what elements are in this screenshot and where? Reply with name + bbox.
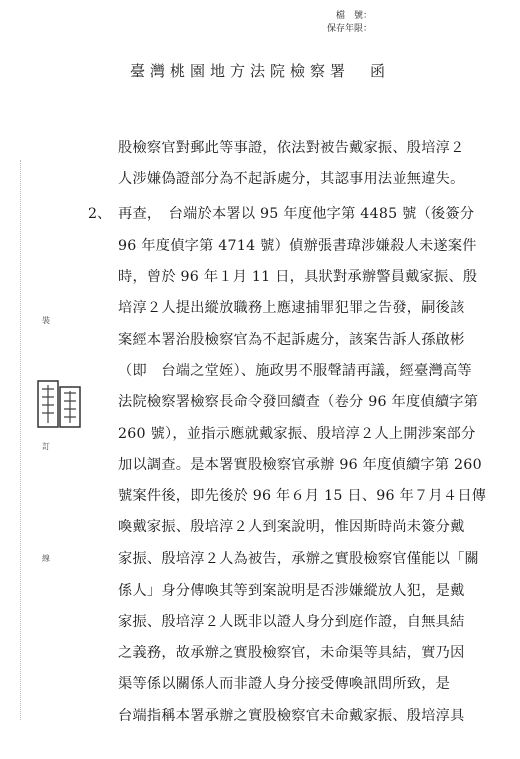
body-line-7: 案經本署治股檢察官為不起訴處分，該案告訴人孫啟彬 <box>118 332 465 348</box>
body-line-11: 加以調查。是本署實股檢察官承辦 96 年度偵續字第 260 <box>118 457 482 473</box>
retention-period-label: 保存年限： <box>326 24 372 34</box>
body-line-15: 係人」身分傳喚其等到案說明是否涉嫌縱放人犯，是戴 <box>118 583 465 599</box>
file-number-label: 檔 號： <box>335 11 372 21</box>
body-line-14: 家振、殷培淳２人為被告，承辦之實股檢察官僅能以「關 <box>118 551 479 567</box>
body-line-19: 台端指稱本署承辦之實股檢察官未命戴家振、殷培淳具 <box>118 708 465 724</box>
body-line-1: 股檢察官對郵此等事證，依法對被告戴家振、殷培淳２ <box>118 140 465 156</box>
binding-line <box>20 160 22 720</box>
body-line-6: 培淳２人提出縱放職務上應逮捕罪犯罪之告發，嗣後該 <box>118 300 465 316</box>
body-line-10: 260 號），並指示應就戴家振、殷培淳２人上開涉案部分 <box>118 426 476 442</box>
official-seal-stamp <box>34 377 84 433</box>
body-line-16: 家振、殷培淳２人既非以證人身分到庭作證，自無具結 <box>118 614 465 630</box>
item-number: 2、 <box>88 206 112 222</box>
body-line-3: 再查， 台端於本署以 95 年度他字第 4485 號（後簽分 <box>118 206 475 222</box>
body-line-9: 法院檢察署檢察長命令發回續查（卷分 96 年度偵續字第 <box>118 394 479 410</box>
body-line-2: 人涉嫌偽證部分為不起訴處分，其認事用法並無違失。 <box>118 171 465 187</box>
binding-mark-middle: 訂 <box>42 442 50 451</box>
seal-graphic <box>34 377 84 433</box>
body-line-12: 號案件後，即先後於 96 年６月 15 日、96 年７月４日傳 <box>118 488 487 504</box>
document-meta <box>327 10 372 36</box>
body-line-5: 時，曾於 96 年１月 11 日，具狀對承辦警員戴家振、殷 <box>118 269 478 285</box>
body-line-13: 喚戴家振、殷培淳２人到案說明，惟因斯時尚未簽分戴 <box>118 519 465 535</box>
body-line-17: 之義務，故承辦之實股檢察官，未命渠等具結，實乃因 <box>118 645 465 661</box>
agency-title: 臺灣桃園地方法院檢察署 函 <box>129 62 390 80</box>
body-line-18: 渠等係以關係人而非證人身分接受傳喚訊問所致，是 <box>118 676 451 692</box>
binding-mark-bottom: 線 <box>42 554 50 563</box>
body-line-4: 96 年度偵字第 4714 號）偵辦張書瑋涉嫌殺人未遂案件 <box>118 238 477 254</box>
body-line-8: （即 台端之堂姪）、施政男不服聲請再議，經臺灣高等 <box>118 363 472 379</box>
binding-mark-top: 裝 <box>42 316 50 325</box>
